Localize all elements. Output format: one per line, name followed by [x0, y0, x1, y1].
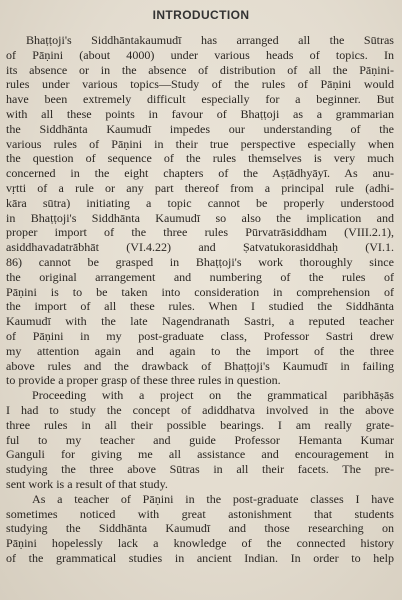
text-line: of Pāṇini in my post-graduate class, Professor Sastri drew: [6, 328, 394, 343]
text-line: in Bhaṭṭoji's Siddhānta Kaumudī so also the implication and: [6, 210, 394, 225]
text-line: three rules in all their possible bearings. I am really grate-: [6, 417, 394, 432]
text-line: proper import of the three rules Pūrvatrāsiddham (VIII.2.1),: [6, 225, 394, 240]
text-line: rules under various topics—Study of the rules of Pāṇini would: [6, 77, 394, 92]
text-line: studying the three above Sūtras in all their facets. The pre-: [6, 462, 394, 477]
text-line: my attention again and again to the import of the three: [6, 343, 394, 358]
text-line: ful to my teacher and guide Professor Hemanta Kumar: [6, 432, 394, 447]
text-line: the original arrangement and numbering of the rules of: [6, 269, 394, 284]
text-line: above rules and the drawback of Bhaṭṭoji's Kaumudī in failing: [6, 358, 394, 373]
text-line: of the grammatical studies in ancient Indian. In order to help: [6, 550, 394, 565]
text-line: Bhaṭṭoji's Siddhāntakaumudī has arranged all the Sūtras: [26, 33, 394, 47]
text-line: Proceeding with a project on the grammatical paribhāṣās: [32, 388, 394, 403]
text-line: to provide a proper grasp of these three rules in question.: [6, 373, 281, 388]
text-line: Kaumudī with the late Nagendranath Sastri, a reputed teacher: [6, 314, 394, 329]
text-line: have been extremely difficult especially for a beginner. But: [6, 92, 394, 107]
text-line: the question of sequence of the rules themselves is very much: [6, 151, 394, 166]
body-text: [6, 33, 394, 566]
text-line: sent work is a result of that study.: [6, 476, 168, 491]
text-line: the Siddhānta Kaumudī impedes our understanding of the: [6, 121, 394, 136]
text-line: concerned in the eight chapters of the Aṣṭādhyāyī. As anu-: [6, 166, 394, 181]
text-line: of Pāṇini (about 4000) under various heads of topics. In: [6, 47, 394, 62]
text-line: I had to study the concept of adiddhatva involved in the above: [6, 402, 394, 417]
text-line: Pāṇini hopelessly lack a knowledge of the connected history: [6, 536, 394, 551]
text-line: 86) cannot be grasped in Bhaṭṭoji's work thoroughly since: [6, 254, 394, 269]
text-line: vṛtti of a rule or any part thereof from a principal rule (adhi-: [6, 180, 394, 195]
text-line: studying the Siddhānta Kaumudī and those researching on: [6, 521, 394, 536]
text-line: with all these points in favour of Bhaṭṭoji as a grammarian: [6, 106, 394, 121]
text-line: the import of all these rules. When I studied the Siddhānta: [6, 299, 394, 314]
text-line: As a teacher of Pāṇini in the post-graduate classes I have: [32, 491, 394, 506]
text-line: asiddhavadatrābhāt (VI.4.22) and Ṣatvatukorasiddhaḥ (VI.1.: [6, 240, 394, 255]
text-line: its absence or in the absence of distribution of all the Pāṇini-: [6, 62, 394, 77]
text-line: sometimes noticed with great astonishment that students: [6, 506, 394, 521]
text-line: various rules of Pāṇini in their true perspective especially when: [6, 136, 394, 151]
text-line: Pāṇini is to be taken into consideration in comprehension of: [6, 284, 394, 299]
page-title: INTRODUCTION: [152, 8, 250, 22]
text-line: kāra sūtra) initiating a topic cannot be properly understood: [6, 195, 394, 210]
text-line: Ganguli for giving me all assistance and encouragement in: [6, 447, 394, 462]
